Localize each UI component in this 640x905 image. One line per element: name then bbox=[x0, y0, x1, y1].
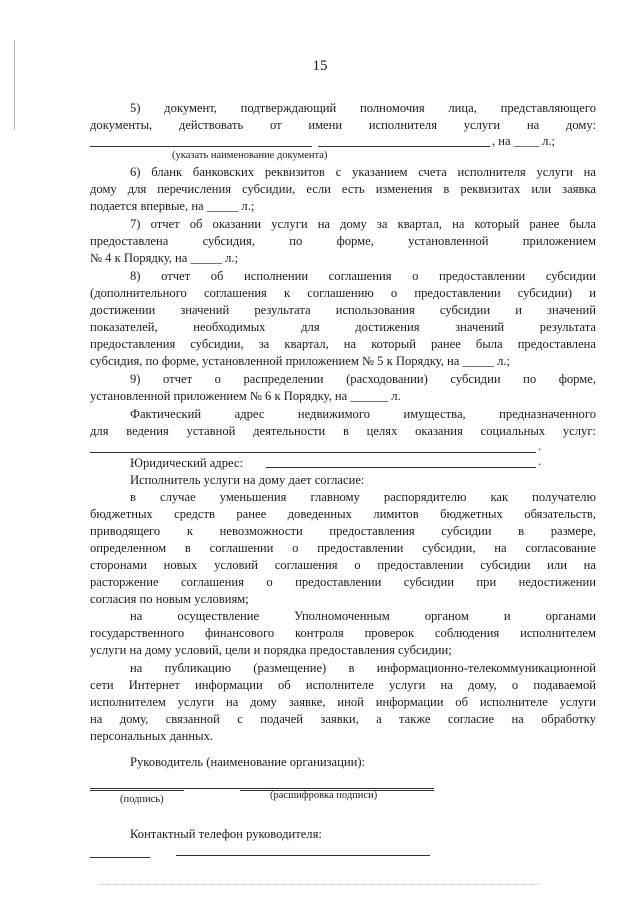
item6-line1: 6) бланк банковских реквизитов с указанием счета исполнителя услуги на bbox=[130, 165, 596, 179]
item8-line1: 8) отчет об исполнении соглашения о предоставлении субсидии bbox=[130, 269, 596, 283]
legal-address-end-dot: . bbox=[538, 454, 542, 468]
consent-c2: сети Интернет информации об исполнителе услуги на дому, о подаваемой bbox=[90, 678, 596, 692]
consent-b3: услуги на дому условий, цели и порядка предоставления субсидии; bbox=[90, 643, 452, 657]
consent-a2: бюджетных средств ранее доведенных лимитов бюджетных обязательств, bbox=[90, 507, 596, 521]
item7-line1: 7) отчет об оказании услуги на дому за квартал, на который ранее была bbox=[130, 217, 596, 231]
item5-line2: документы, действовать от имени исполнителя услуги на дому: bbox=[90, 118, 596, 132]
page-number: 15 bbox=[312, 58, 328, 74]
item8-line3: достижении значений результата использования субсидии и значений bbox=[90, 303, 596, 317]
signature-decode-hint: (расшифровка подписи) bbox=[270, 790, 378, 801]
address-line2: для ведения уставной деятельности в целях оказания социальных услуг: bbox=[90, 424, 596, 438]
head-name-blank bbox=[90, 788, 434, 789]
item7-line2: предоставлена субсидия, по форме, установленной приложением bbox=[90, 234, 596, 248]
address-end-dot: . bbox=[538, 439, 542, 453]
consent-c4: на дому, связанной с подачей заявки, а также согласие на обработку bbox=[90, 712, 596, 726]
address-blank bbox=[90, 452, 536, 453]
consent-a7: согласия по новым условиям; bbox=[90, 592, 249, 606]
phone-blank-2 bbox=[176, 855, 430, 856]
item6-line3: подается впервые, на _____ л.; bbox=[90, 199, 255, 213]
item8-line6: субсидия, по форме, установленной приложением № 5 к Порядку, на _____ л.; bbox=[90, 354, 511, 368]
consent-a6: расторжение соглашения о предоставлении субсидии при недостижении bbox=[90, 575, 596, 589]
consent-b1: на осуществление Уполномоченным органом и органами bbox=[130, 609, 596, 623]
legal-address-label: Юридический адрес: bbox=[130, 456, 243, 470]
consent-a4: определенном в соглашении о предоставлении субсидии, на согласование bbox=[90, 541, 596, 555]
signature-hint: (подпись) bbox=[120, 794, 164, 805]
consent-a5: сторонами новых условий соглашения о предоставлении субсидии или на bbox=[90, 558, 596, 572]
item6-line2: дому для перечисления субсидии, если есть изменения в реквизитах или заявка bbox=[90, 182, 596, 196]
address-line1: Фактический адрес недвижимого имущества, предназначенного bbox=[130, 407, 596, 421]
item9-line1: 9) отчет о распределении (расходовании) субсидии по форме, bbox=[130, 372, 596, 386]
item7-line3: № 4 к Порядку, на _____ л.; bbox=[90, 251, 239, 265]
consent-a3: приводящего к невозможности предоставления субсидии в размере, bbox=[90, 524, 596, 538]
item5-blank-2 bbox=[318, 146, 490, 147]
binding-mark bbox=[14, 40, 15, 130]
consent-c3: исполнителем услуги на дому заявке, иной информации об исполнителе услуги bbox=[90, 695, 596, 709]
consent-intro: Исполнитель услуги на дому дает согласие: bbox=[130, 473, 365, 487]
consent-c1: на публикацию (размещение) в информационно-телекоммуникационной bbox=[130, 661, 596, 675]
scan-artifact-line bbox=[100, 884, 540, 885]
item5-hint: (указать наименование документа) bbox=[172, 150, 328, 161]
signature-blank bbox=[90, 790, 184, 791]
item9-line2: установленной приложением № 6 к Порядку, на ______ л. bbox=[90, 389, 401, 403]
item5-blank-1 bbox=[90, 146, 312, 147]
phone-blank-1 bbox=[90, 857, 150, 858]
phone-label: Контактный телефон руководителя: bbox=[130, 827, 322, 841]
head-label: Руководитель (наименование организации): bbox=[130, 755, 366, 769]
item5-line1: 5) документ, подтверждающий полномочия лица, представляющего bbox=[130, 101, 596, 115]
item5-line3-suffix: , на ____ л.; bbox=[492, 134, 556, 148]
legal-address-blank bbox=[266, 467, 536, 468]
item8-line2: (дополнительного соглашения к соглашению о предоставлении субсидии) и bbox=[90, 286, 596, 300]
consent-a1: в случае уменьшения главному распорядителю как получателю bbox=[130, 490, 596, 504]
item8-line5: предоставления субсидии, за квартал, на который ранее была предоставлена bbox=[90, 337, 596, 351]
consent-c5: персональных данных. bbox=[90, 729, 214, 743]
item8-line4: показателей, необходимых для достижения значений результата bbox=[90, 320, 596, 334]
consent-b2: государственного финансового контроля проверок соблюдения исполнителем bbox=[90, 626, 596, 640]
